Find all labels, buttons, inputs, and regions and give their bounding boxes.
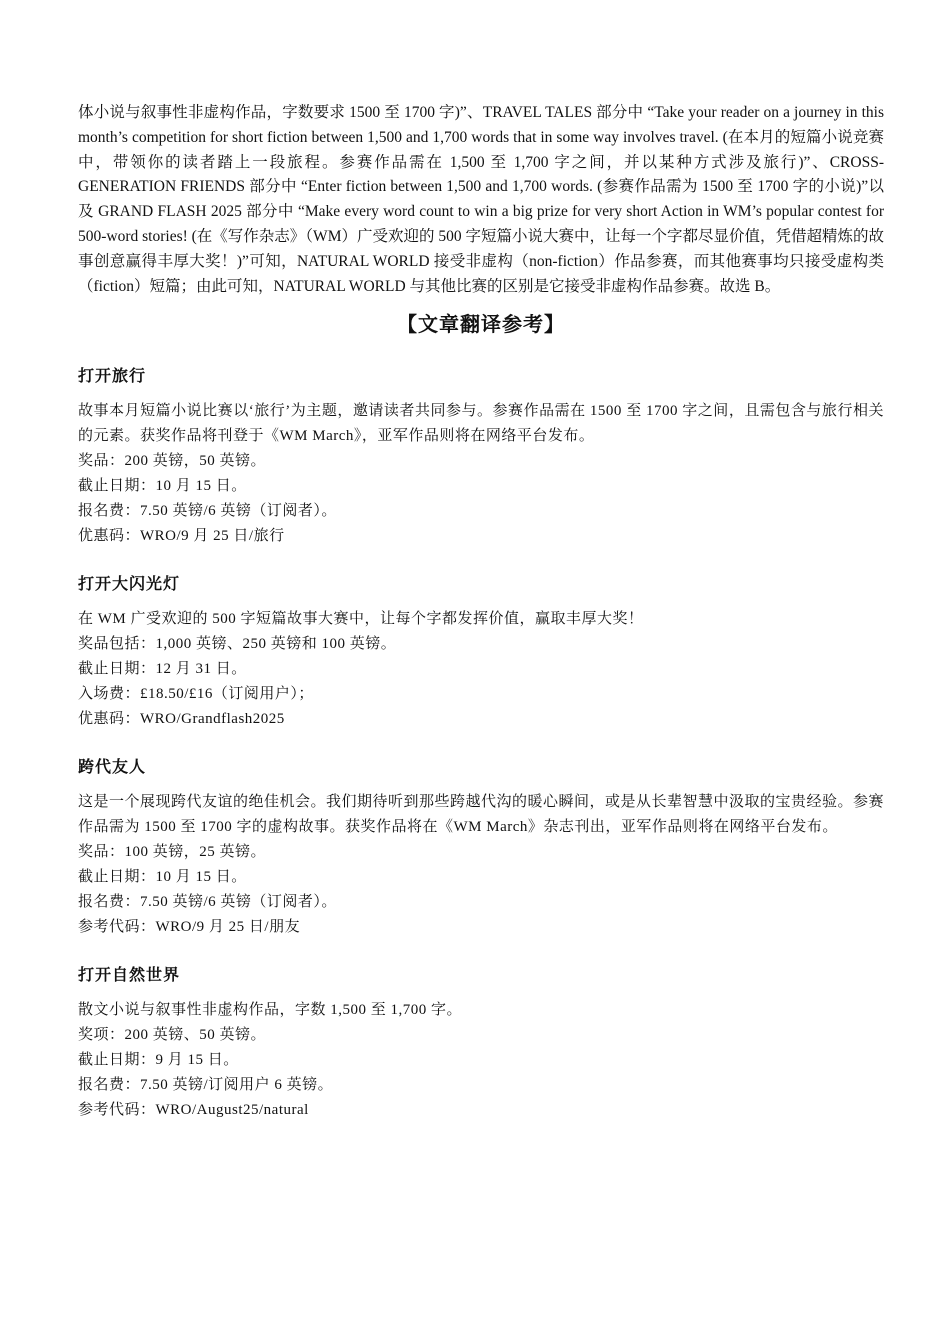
competition-deadline: 截止日期：10 月 15 日。 [78, 478, 247, 495]
competition-deadline: 截止日期：10 月 15 日。 [78, 869, 247, 886]
competition-title: 打开旅行 [78, 368, 147, 386]
competition-title: 打开大闪光灯 [78, 576, 181, 594]
competition-fee: 报名费：7.50 英镑/6 英镑（订阅者）。 [78, 503, 337, 520]
competition-deadline: 截止日期：12 月 31 日。 [78, 661, 247, 678]
competition-prize: 奖品：100 英镑，25 英镑。 [78, 844, 267, 861]
competition-fee: 入场费：£18.50/£16（订阅用户）； [78, 686, 314, 703]
competition-code: 优惠码：WRO/9 月 25 日/旅行 [78, 528, 285, 545]
competition-prize: 奖品：200 英镑，50 英镑。 [78, 453, 267, 470]
competition-prize: 奖品包括：1,000 英镑、250 英镑和 100 英镑。 [78, 636, 397, 653]
translation-section-title: 【文章翻译参考】 [397, 314, 565, 337]
competition-fee: 报名费：7.50 英镑/订阅用户 6 英镑。 [78, 1077, 334, 1094]
competition-description: 在 WM 广受欢迎的 500 字短篇故事大赛中，让每个字都发挥价值，赢取丰厚大奖！ [78, 611, 644, 628]
competition-fee: 报名费：7.50 英镑/6 英镑（订阅者）。 [78, 894, 337, 911]
competition-title: 跨代友人 [78, 759, 147, 777]
competition-code: 参考代码：WRO/9 月 25 日/朋友 [78, 919, 301, 936]
competition-travel [78, 365, 884, 549]
competition-title: 打开自然世界 [78, 967, 181, 985]
competition-grand-flash [78, 573, 884, 732]
competition-cross-generation [78, 756, 884, 940]
competition-description: 散文小说与叙事性非虚构作品，字数 1,500 至 1,700 字。 [78, 1002, 463, 1019]
document-page [78, 101, 884, 1123]
competition-natural-world [78, 964, 884, 1123]
competition-description: 这是一个展现跨代友谊的绝佳机会。我们期待听到那些跨越代沟的暖心瞬间，或是从长辈智慧中汲取的宝贵经验。参赛作品需为 1500 至 1700 字的虚构故事。获奖作品将在《WM March》杂志刊出，亚军作品则将在网络平台发布。 [78, 794, 885, 836]
competition-code: 优惠码：WRO/Grandflash2025 [78, 711, 285, 728]
competition-prize: 奖项：200 英镑、50 英镑。 [78, 1027, 267, 1044]
competition-description: 故事本月短篇小说比赛以‘旅行’为主题，邀请读者共同参与。参赛作品需在 1500 至 1700 字之间，且需包含与旅行相关的元素。获奖作品将刊登于《WM March》，亚军作品则将在网络平台发布。 [78, 403, 884, 445]
analysis-paragraph: 体小说与叙事性非虚构作品，字数要求 1500 至 1700 字)”、TRAVEL TALES 部分中 “Take your reader on a journey in this month’s competition for short fiction between 1,500 and 1,700 words that in some way involves travel. (在本月的短篇小说竞赛中，带领你的读者踏上一段旅程。参赛作品需在 1,500 至 1,700 字之间，并以某种方式涉及旅行)”、CROSS-GENERATION FRIENDS 部分中 “Enter fiction between 1,500 and 1,700 words. (参赛作品需为 1500 至 1700 字的小说)”以及 GRAND FLASH 2025 部分中 “Make every word count to win a big prize for very short Action in WM’s popular contest for 500-word stories! (在《写作杂志》（WM）广受欢迎的 500 字短篇小说大赛中，让每一个字都尽显价值，凭借超精炼的故事创意赢得丰厚大奖！)”可知，NATURAL WORLD 接受非虚构（non-fiction）作品参赛，而其他赛事均只接受虚构类（fiction）短篇；由此可知，NATURAL WORLD 与其他比赛的区别是它接受非虚构作品参赛。故选 B。 [78, 104, 884, 295]
competition-deadline: 截止日期：9 月 15 日。 [78, 1052, 239, 1069]
competition-code: 参考代码：WRO/August25/natural [78, 1102, 309, 1119]
